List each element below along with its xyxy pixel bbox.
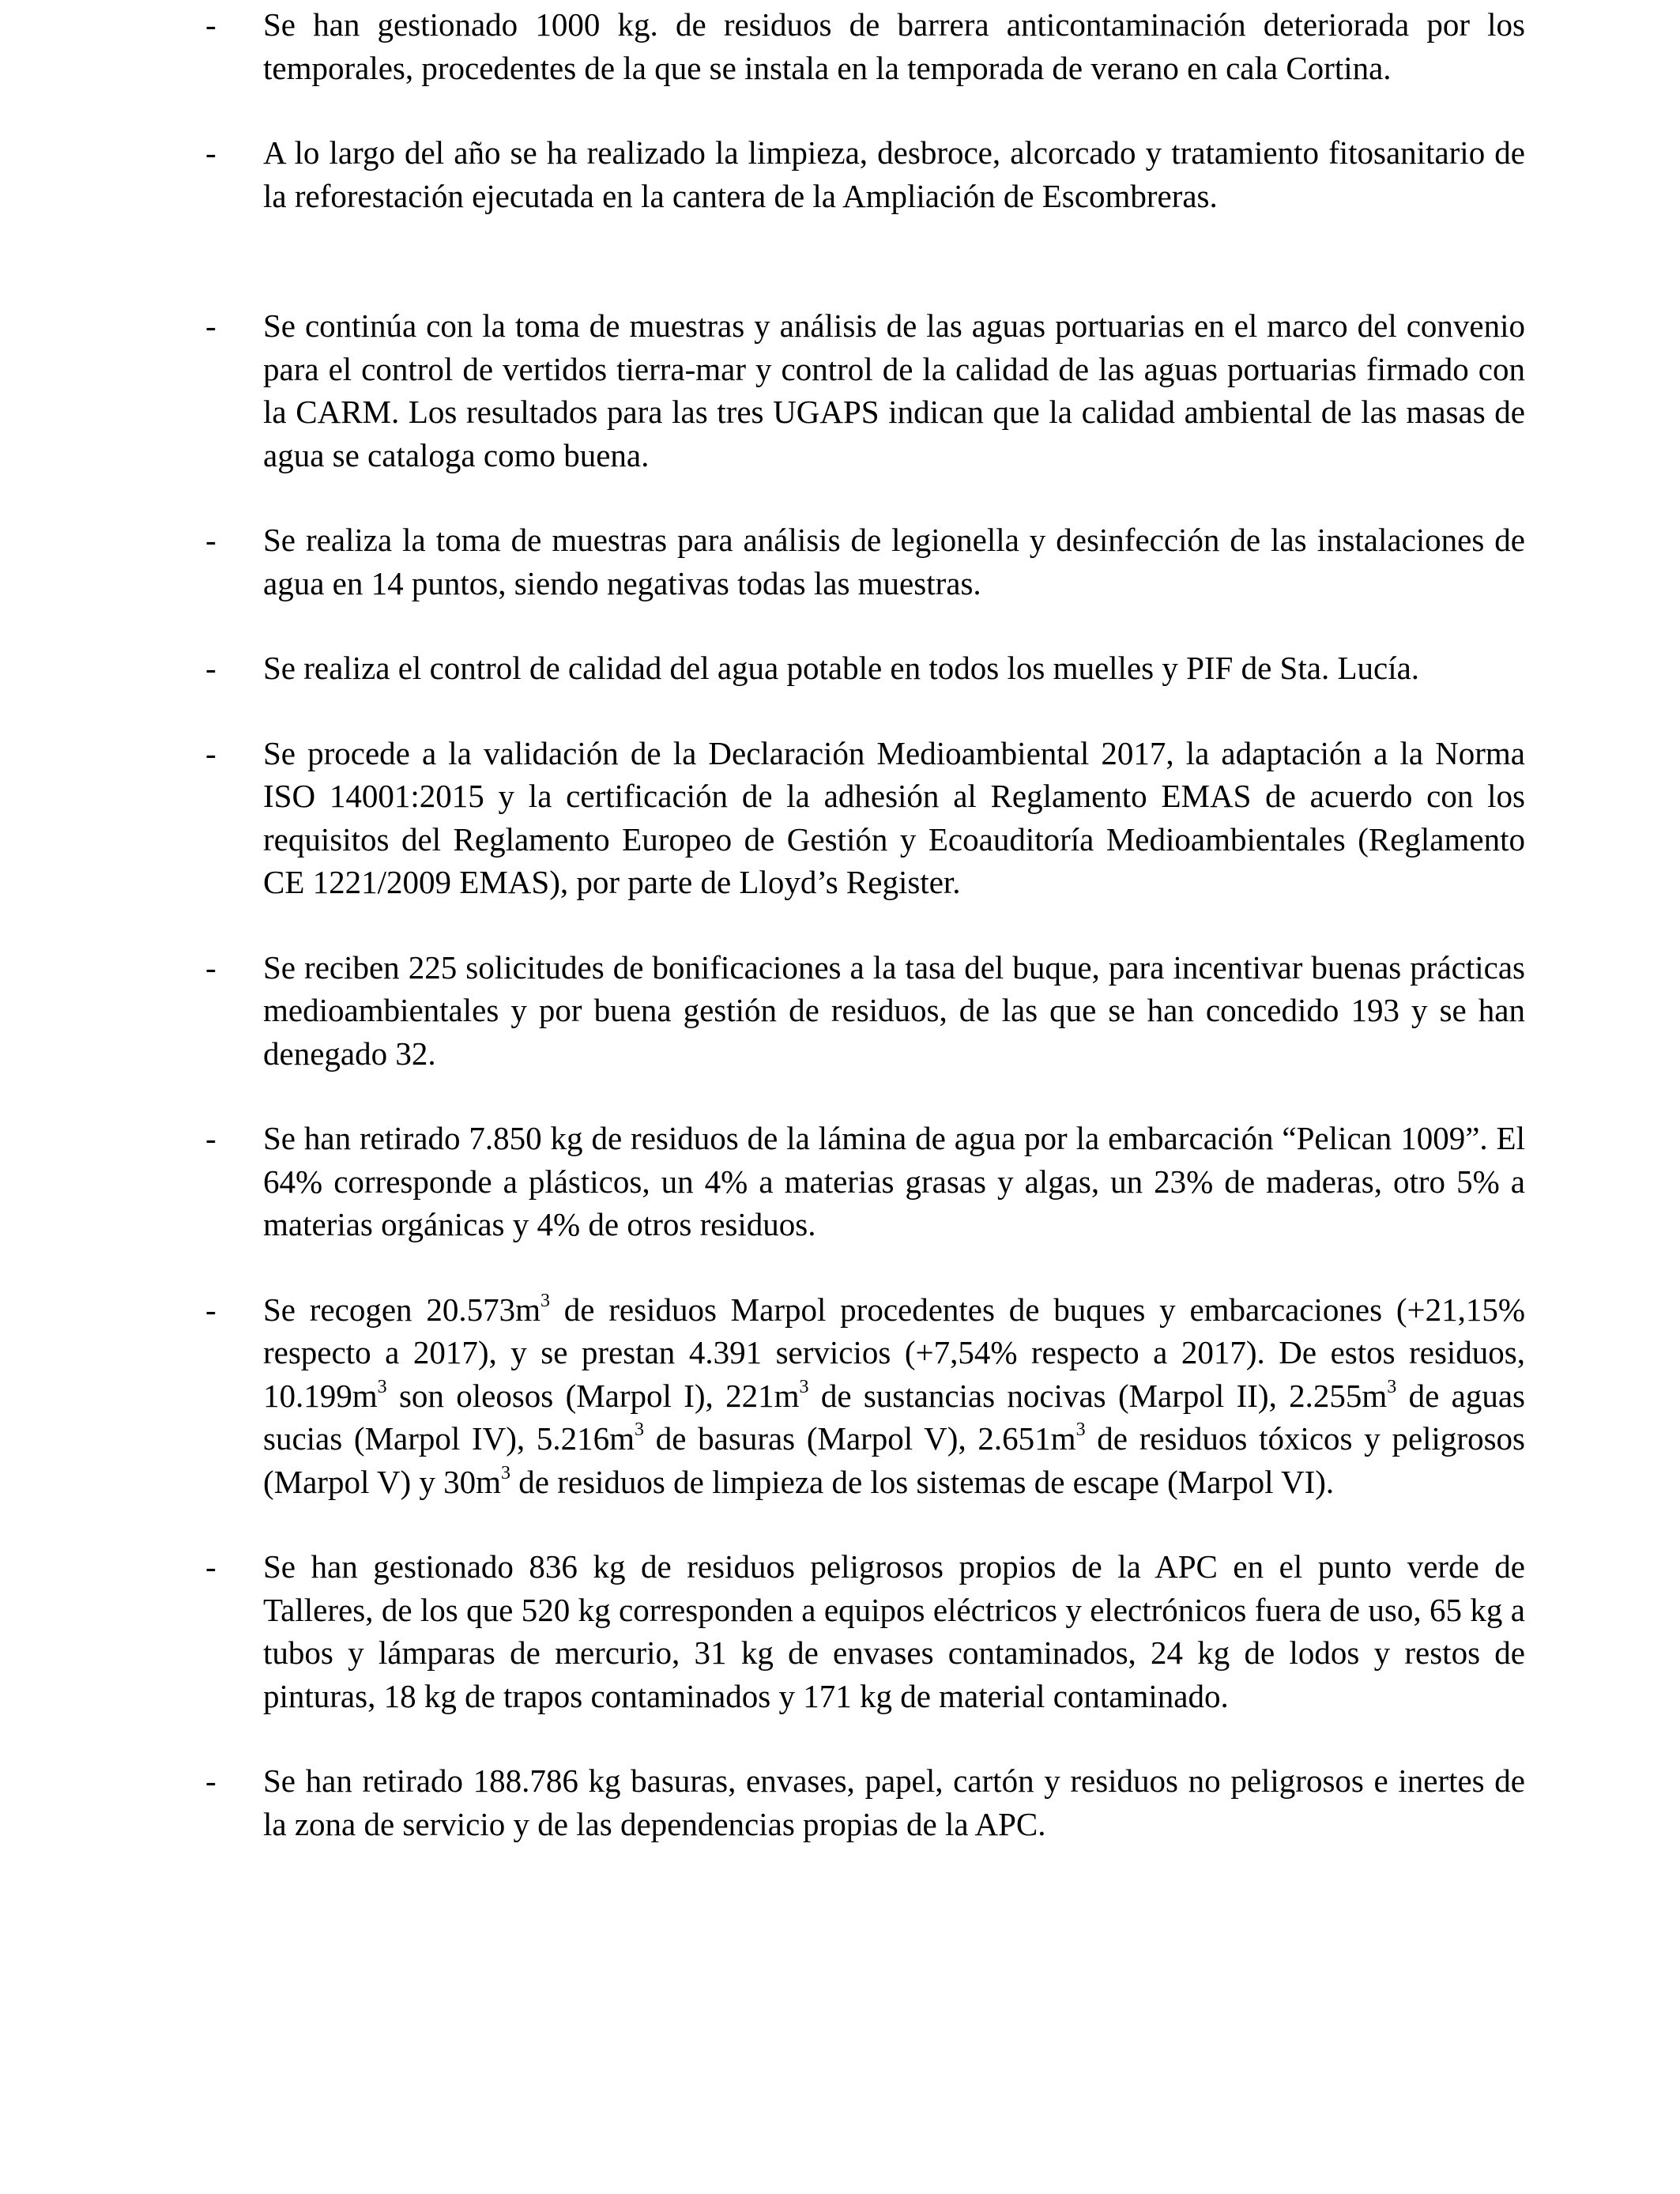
list-item-text: Se han gestionado 836 kg de residuos peligrosos propios de la APC en el punto verde de Talleres, de los que 520 kg corresponden a equipos eléctricos y electrónicos fuera de uso, 65 kg a tubos y lámparas de mercurio, 31 kg de envases contaminados, 24 kg de lodos y restos de pinturas, 18 kg de trapos contaminados y 171 kg de material contaminado. <box>263 1548 1525 1714</box>
superscript: 3 <box>1075 1419 1086 1440</box>
list-item <box>205 1545 1525 1717</box>
bullet-dash: - <box>205 1762 217 1799</box>
bullet-dash: - <box>205 1120 217 1156</box>
list-item <box>205 3 1525 89</box>
bullet-list <box>205 3 1525 1845</box>
bullet-dash: - <box>205 650 217 686</box>
bullet-dash: - <box>205 134 217 171</box>
list-item-text: Se realiza la toma de muestras para análisis de legionella y desinfección de las instalaciones de agua en 14 puntos, siendo negativas todas las muestras. <box>263 522 1525 601</box>
list-item <box>205 946 1525 1076</box>
superscript: 3 <box>501 1462 511 1483</box>
list-item-text: A lo largo del año se ha realizado la limpieza, desbroce, alcorcado y tratamiento fitosanitario de la reforestación ejecutada en la cantera de la Ampliación de Escombreras. <box>263 134 1525 214</box>
bullet-dash: - <box>205 1291 217 1328</box>
bullet-dash: - <box>205 6 217 43</box>
list-item <box>205 304 1525 477</box>
list-item-text <box>263 1288 1525 1504</box>
list-item <box>205 518 1525 605</box>
superscript: 3 <box>377 1376 387 1397</box>
text-part: de residuos Marpol procedentes de buques y embarcaciones (+21,15% respecto a 2017), y se prestan 4.391 servicios (+7,54% respecto a 2017). De estos residuos, 10.199m <box>263 1291 1525 1414</box>
list-item <box>205 131 1525 217</box>
text-part: de aguas sucias (Marpol IV), 5.216m <box>263 1377 1525 1457</box>
list-item <box>205 732 1525 904</box>
bullet-dash: - <box>205 734 217 771</box>
text-part: de residuos de limpieza de los sistemas de escape (Marpol VI). <box>510 1463 1335 1500</box>
list-item-text: Se han retirado 7.850 kg de residuos de la lámina de agua por la embarcación “Pelican 1009”. El 64% corresponde a plásticos, un 4% a materias grasas y algas, un 23% de maderas, otro 5% a materias orgánicas y 4% de otros residuos. <box>263 1120 1525 1242</box>
text-part: de residuos tóxicos y peligrosos (Marpol V) y 30m <box>263 1420 1525 1500</box>
superscript: 3 <box>540 1290 550 1311</box>
text-part: de sustancias nocivas (Marpol II), 2.255m <box>808 1377 1388 1414</box>
list-item-text: Se reciben 225 solicitudes de bonificaciones a la tasa del buque, para incentivar buenas prácticas medioambientales y por buena gestión de residuos, de las que se han concedido 193 y se han denegado 32. <box>263 948 1525 1072</box>
list-item <box>205 1288 1525 1504</box>
text-part: Se recogen 20.573m <box>263 1291 541 1328</box>
superscript: 3 <box>1387 1376 1397 1397</box>
list-item-text: Se han retirado 188.786 kg basuras, envases, papel, cartón y residuos no peligrosos e inertes de la zona de servicio y de las dependencias propias de la APC. <box>263 1762 1525 1842</box>
bullet-dash: - <box>205 307 217 344</box>
superscript: 3 <box>799 1376 809 1397</box>
superscript: 3 <box>635 1419 645 1440</box>
bullet-dash: - <box>205 948 217 986</box>
bullet-dash: - <box>205 522 217 558</box>
list-item-text: Se continúa con la toma de muestras y análisis de las aguas portuarias en el marco del convenio para el control de vertidos tierra-mar y control de la calidad de las aguas portuarias firmado con la CARM. Los resultados para las tres UGAPS indican que la calidad ambiental de las masas de agua se cataloga como buena. <box>263 307 1525 473</box>
list-item-text: Se procede a la validación de la Declaración Medioambiental 2017, la adaptación a la Norma ISO 14001:2015 y la certificación de la adhesión al Reglamento EMAS de acuerdo con los requisitos del Reglamento Europeo de Gestión y Ecoauditoría Medioambientales (Reglamento CE 1221/2009 EMAS), por parte de Lloyd’s Register. <box>263 734 1525 900</box>
list-item <box>205 1117 1525 1246</box>
text-part: de basuras (Marpol V), 2.651m <box>644 1420 1076 1457</box>
list-item <box>205 647 1525 690</box>
list-item-text: Se realiza el control de calidad del agua potable en todos los muelles y PIF de Sta. Lucía. <box>263 650 1420 686</box>
list-item <box>205 1759 1525 1845</box>
list-item-text: Se han gestionado 1000 kg. de residuos de barrera anticontaminación deteriorada por los temporales, procedentes de la que se instala en la temporada de verano en cala Cortina. <box>263 6 1525 86</box>
bullet-dash: - <box>205 1548 217 1585</box>
text-part: son oleosos (Marpol I), 221m <box>386 1377 800 1414</box>
